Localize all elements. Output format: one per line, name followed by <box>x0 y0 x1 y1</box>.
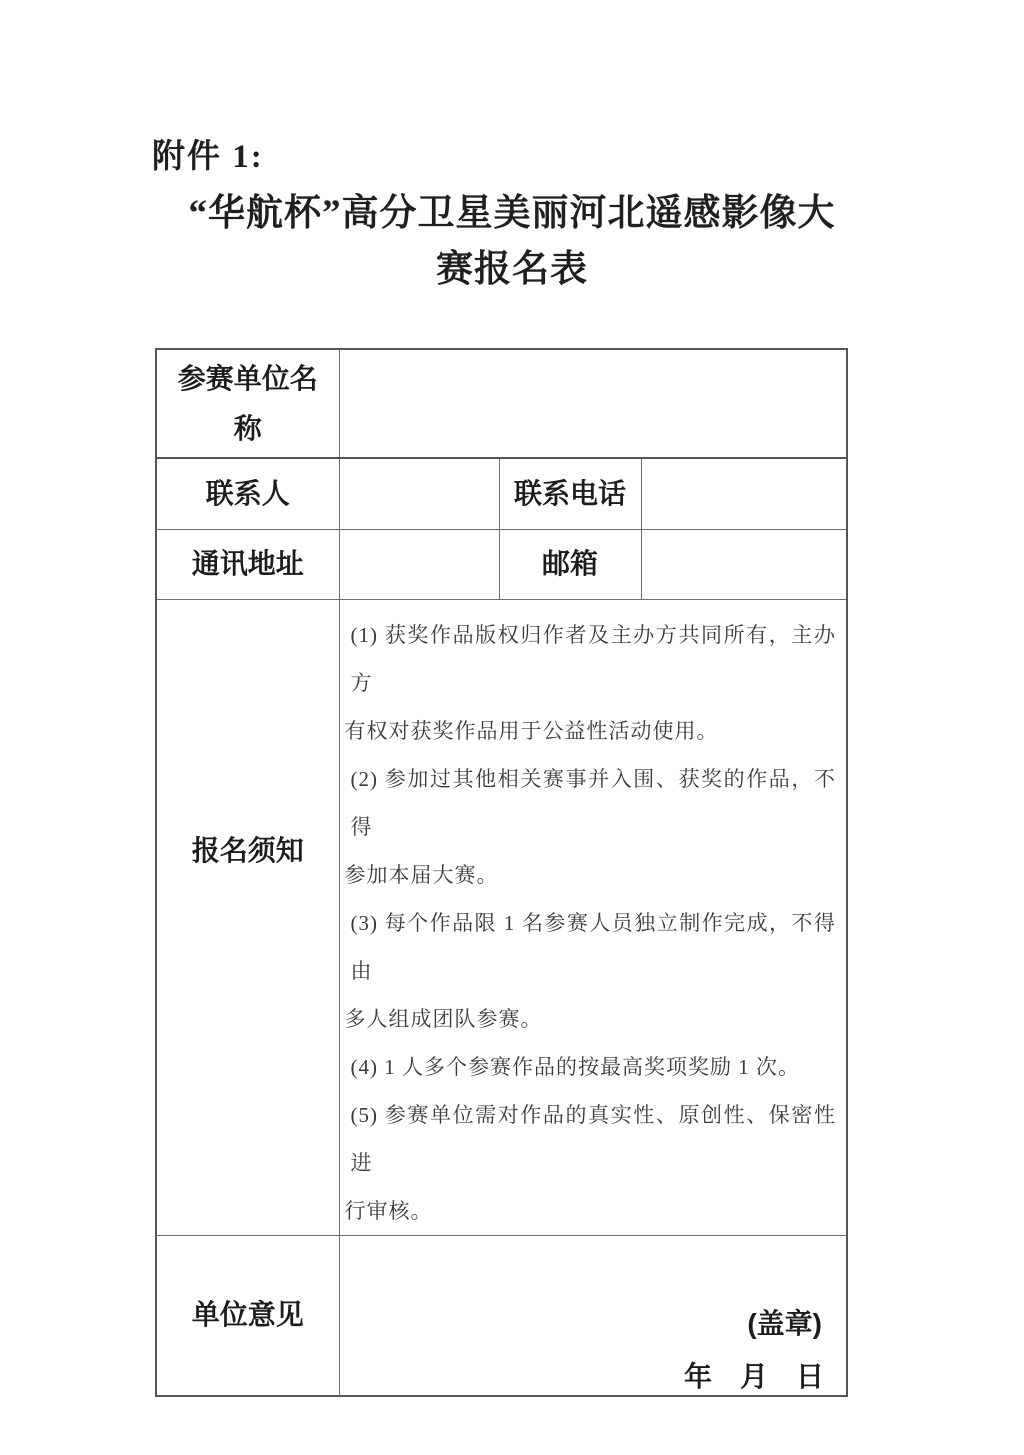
email-field[interactable] <box>641 529 847 599</box>
phone-label: 联系电话 <box>499 458 641 529</box>
notice-line: 有权对获奖作品用于公益性活动使用。 <box>344 718 719 743</box>
address-field[interactable] <box>339 529 499 599</box>
table-row-contact <box>156 458 847 529</box>
opinion-field[interactable] <box>339 1235 847 1396</box>
contact-label: 联系人 <box>156 458 339 529</box>
notice-content <box>339 599 847 1235</box>
notice-line: (2) 参加过其他相关赛事并入围、获奖的作品，不得 <box>350 766 836 839</box>
table-row-unit-name <box>156 349 847 458</box>
notice-line: (4) 1 人多个参赛作品的按最高奖项奖励 1 次。 <box>350 1054 800 1079</box>
table-row-address <box>156 529 847 599</box>
notice-line: 参加本届大赛。 <box>344 862 499 887</box>
table-row-opinion <box>156 1235 847 1396</box>
notice-line: 多人组成团队参赛。 <box>344 1006 543 1031</box>
opinion-label: 单位意见 <box>156 1235 339 1396</box>
attachment-label: 附件 1: <box>152 139 264 175</box>
document-title <box>0 186 1024 298</box>
stamp-label: (盖章) <box>747 1307 822 1339</box>
notice-line: (1) 获奖作品版权归作者及主办方共同所有，主办方 <box>350 622 836 695</box>
contact-field[interactable] <box>339 458 499 529</box>
notice-label: 报名须知 <box>156 599 339 1235</box>
date-label: 年 月 日 <box>683 1360 824 1392</box>
unit-name-field[interactable] <box>339 349 847 458</box>
unit-name-label: 参赛单位名称 <box>156 349 339 458</box>
notice-line: 行审核。 <box>344 1198 433 1223</box>
table-row-notice <box>156 599 847 1235</box>
address-label: 通讯地址 <box>156 529 339 599</box>
notice-line: (5) 参赛单位需对作品的真实性、原创性、保密性进 <box>350 1102 836 1175</box>
registration-form-table <box>155 348 848 1397</box>
notice-line: (3) 每个作品限 1 名参赛人员独立制作完成，不得由 <box>350 910 836 983</box>
email-label: 邮箱 <box>499 529 641 599</box>
document-title-line1: “华航杯”高分卫星美丽河北遥感影像大 <box>188 193 836 234</box>
phone-field[interactable] <box>641 458 847 529</box>
document-title-line2: 赛报名表 <box>436 249 588 290</box>
